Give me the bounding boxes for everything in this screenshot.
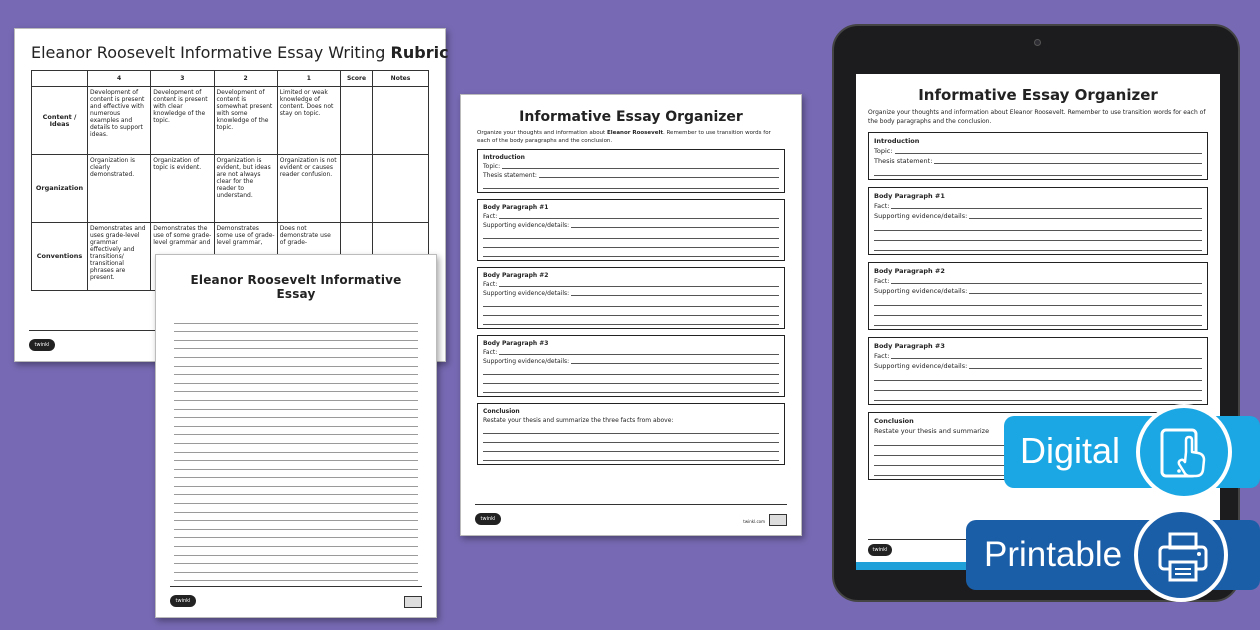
body-paragraph-2-box[interactable]: Body Paragraph #2 Fact: Supporting evidence/details:	[868, 262, 1208, 330]
body-paragraph-3-box: Body Paragraph #3 Fact: Supporting evidence/details:	[477, 335, 785, 397]
conclusion-box: Conclusion Restate your thesis and summarize the three facts from above:	[477, 403, 785, 465]
row-label: Organization	[32, 155, 88, 223]
rubric-header: Score	[341, 71, 373, 87]
table-row	[32, 87, 429, 155]
body-paragraph-1-box: Body Paragraph #1 Fact: Supporting evidence/details:	[477, 199, 785, 261]
writing-line	[174, 384, 418, 393]
rubric-header: 3	[151, 71, 214, 87]
body-paragraph-2-box: Body Paragraph #2 Fact: Supporting evidence/details:	[477, 267, 785, 329]
rubric-header	[32, 71, 88, 87]
writing-line	[174, 504, 418, 513]
rubric-cell: Demonstrates the use of some grade-level grammar and	[151, 223, 214, 291]
footer-badge-icon	[769, 514, 787, 526]
writing-line	[174, 547, 418, 556]
writing-line	[483, 180, 779, 189]
body-paragraph-3-box[interactable]: Body Paragraph #3 Fact: Supporting evidence/details:	[868, 337, 1208, 405]
notes-cell	[373, 87, 429, 155]
writing-line	[174, 324, 418, 333]
conclusion-box[interactable]: Conclusion Restate your thesis and summarize	[868, 412, 1208, 480]
rubric-cell: Organization is evident, but ideas are not always clear for the reader to understand.	[214, 155, 277, 223]
footer-url: twinkl.com	[743, 519, 765, 524]
digital-label: Digital	[1020, 430, 1121, 471]
introduction-box[interactable]: Introduction Topic: Thesis statement:	[868, 132, 1208, 180]
rubric-cell: Organization is clearly demonstrated.	[88, 155, 151, 223]
writing-line	[174, 530, 418, 539]
writing-line	[174, 401, 418, 410]
writing-line	[174, 521, 418, 530]
essay-sheet	[155, 254, 437, 618]
writing-line	[174, 470, 418, 479]
body-paragraph-1-box[interactable]: Body Paragraph #1 Fact: Supporting evidence/details:	[868, 187, 1208, 255]
tablet-instructions: Organize your thoughts and information about Eleanor Roosevelt. Remember to use transition words for each of the body paragraphs and the conclusion.	[868, 109, 1206, 125]
footer-badge-icon	[404, 596, 422, 608]
printable-label: Printable	[984, 535, 1123, 574]
essay-title: Eleanor Roosevelt Informative Essay	[190, 273, 402, 301]
writing-line	[174, 453, 418, 462]
row-label: Content / Ideas	[32, 87, 88, 155]
writing-line	[174, 487, 418, 496]
rubric-cell: Organization is not evident or causes reader confusion.	[277, 155, 340, 223]
writing-line	[174, 461, 418, 470]
score-cell	[341, 155, 373, 223]
writing-line	[174, 332, 418, 341]
printable-badge[interactable]	[966, 520, 1260, 590]
organizer-instructions: Organize your thoughts and information about Eleanor Roosevelt. Remember to use transition words for each of the body paragraphs and the conclusion.	[477, 130, 771, 144]
writing-line	[174, 444, 418, 453]
rubric-title: Eleanor Roosevelt Informative Essay Writing Rubric	[31, 43, 449, 62]
introduction-box: Introduction Topic: Thesis statement:	[477, 149, 785, 193]
rubric-cell: Development of content is somewhat present with some knowledge of the topic.	[214, 87, 277, 155]
writing-line	[174, 564, 418, 573]
footer-divider	[170, 586, 422, 587]
writing-line	[174, 495, 418, 504]
rubric-header: 1	[277, 71, 340, 87]
tablet-organizer-title: Informative Essay Organizer	[918, 86, 1158, 104]
rubric-cell: Development of content is present with clear knowledge of the topic.	[151, 87, 214, 155]
rubric-cell: Demonstrates and uses grade-level grammar effectively and transitions/ transitional phrases are present.	[88, 223, 151, 291]
writing-line	[174, 478, 418, 487]
notes-cell	[373, 155, 429, 223]
writing-line	[174, 315, 418, 324]
writing-line	[174, 435, 418, 444]
rubric-cell: Does not demonstrate use of grade-	[277, 223, 340, 291]
writing-line	[174, 341, 418, 350]
rubric-cell: Limited or weak knowledge of content. Does not stay on topic.	[277, 87, 340, 155]
writing-line	[174, 513, 418, 522]
organizer-title: Informative Essay Organizer	[519, 109, 743, 125]
twinkl-logo: twinkl	[868, 544, 892, 556]
organizer-sheet	[460, 94, 802, 536]
writing-lines	[174, 315, 418, 581]
writing-line	[174, 358, 418, 367]
printer-icon	[1134, 508, 1228, 602]
writing-line	[174, 538, 418, 547]
writing-line	[174, 349, 418, 358]
camera-icon	[1034, 39, 1041, 46]
digital-badge[interactable]	[1004, 416, 1260, 488]
twinkl-logo: twinkl	[475, 513, 501, 525]
rubric-header: 4	[88, 71, 151, 87]
rubric-cell: Demonstrates some use of grade-level grammar,	[214, 223, 277, 291]
twinkl-logo: twinkl	[29, 339, 55, 351]
writing-line	[174, 556, 418, 565]
writing-line	[174, 573, 418, 582]
writing-line	[174, 367, 418, 376]
writing-line	[174, 427, 418, 436]
table-row	[32, 155, 429, 223]
writing-line	[174, 410, 418, 419]
writing-line	[174, 375, 418, 384]
footer-divider	[475, 504, 787, 505]
writing-line	[174, 392, 418, 401]
twinkl-logo: twinkl	[170, 595, 196, 607]
tablet-touch-icon	[1136, 404, 1232, 500]
row-label: Conventions	[32, 223, 88, 291]
rubric-header: Notes	[373, 71, 429, 87]
writing-line	[174, 418, 418, 427]
rubric-cell: Organization of topic is evident.	[151, 155, 214, 223]
score-cell	[341, 87, 373, 155]
rubric-header: 2	[214, 71, 277, 87]
rubric-cell: Development of content is present and effective with numerous examples and details to support ideas.	[88, 87, 151, 155]
